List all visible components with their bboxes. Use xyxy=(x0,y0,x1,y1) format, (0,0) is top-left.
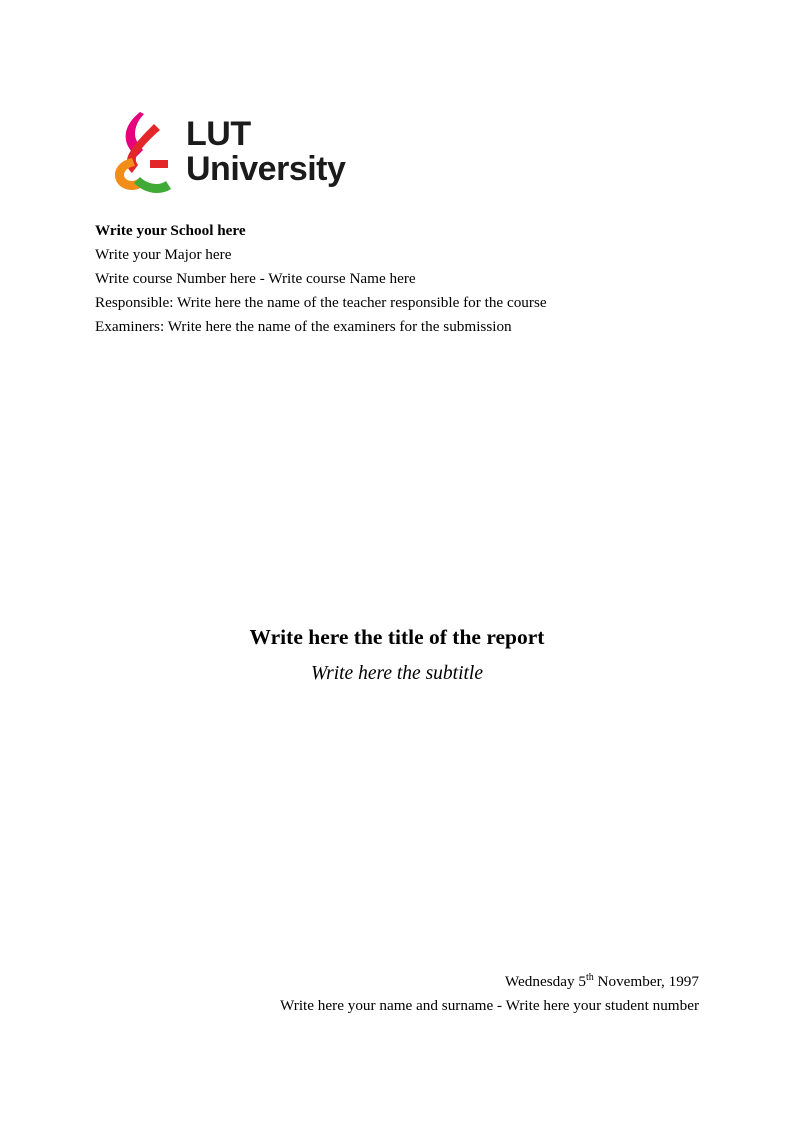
major-line: Write your Major here xyxy=(95,246,232,263)
lut-university-logo xyxy=(110,110,345,194)
footer-block xyxy=(0,970,794,1018)
date-ordinal-suffix: th xyxy=(585,971,594,983)
course-line: Write course Number here - Write course Name here xyxy=(95,270,416,287)
author-line: Write here your name and surname - Write here your student number xyxy=(280,997,699,1014)
title-block xyxy=(0,622,794,689)
school-line: Write your School here xyxy=(95,222,246,239)
logo-wordmark-line1: LUT xyxy=(186,115,251,154)
responsible-line: Responsible: Write here the name of the teacher responsible for the course xyxy=(95,294,547,311)
date-rest: November, 1997 xyxy=(593,973,699,990)
logo-wordmark xyxy=(186,117,345,186)
page-title: Write here the title of the report xyxy=(249,625,545,649)
lut-ampersand-logo-icon xyxy=(110,110,172,194)
course-info-block xyxy=(95,219,715,339)
date-prefix: Wednesday 5 xyxy=(504,973,586,990)
examiners-line: Examiners: Write here the name of the examiners for the submission xyxy=(95,318,512,335)
page-subtitle: Write here the subtitle xyxy=(310,663,484,684)
date-line xyxy=(0,970,699,994)
logo-wordmark-line2: University xyxy=(186,150,346,188)
